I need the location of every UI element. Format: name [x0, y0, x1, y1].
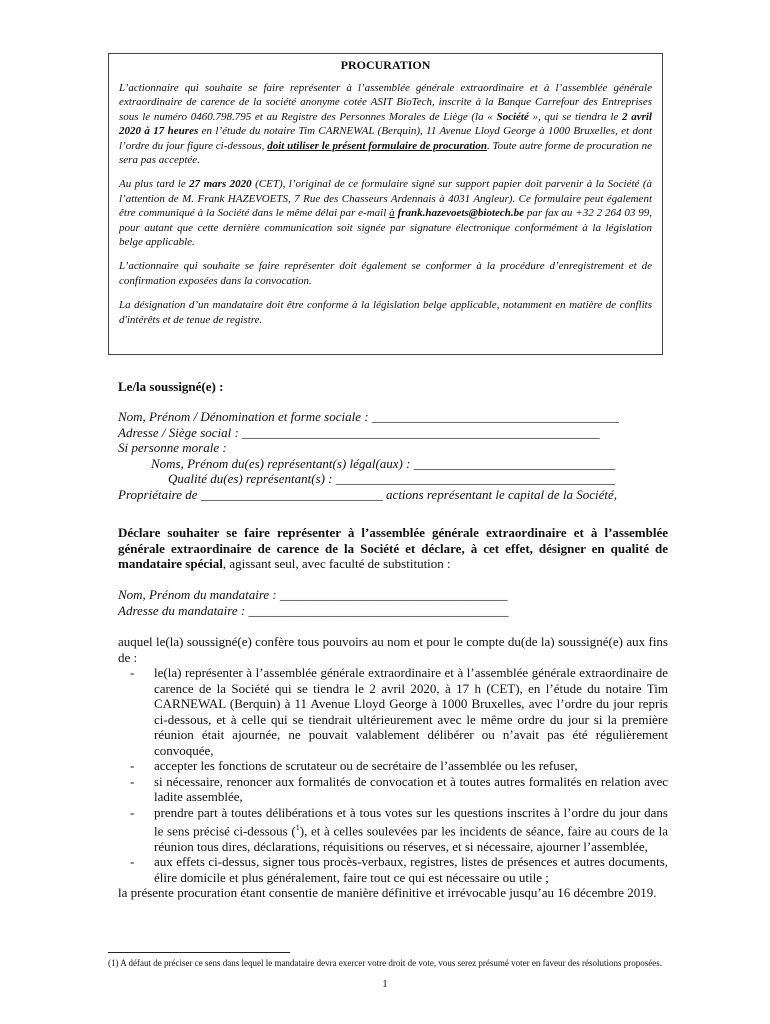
- dash: -: [130, 758, 135, 773]
- text: le(la) représenter à l’assemblée générale extraordinaire et à l’assemblée générale extraordinaire de carence de la Société qui se tiendra le 2 avril 2020, à 17 h (CET), en l’étude du notaire Tim CARNEWAL (Berquin) à 11 Avenue Lloyd George à 1000 Bruxelles, avec l’ordre du jour repris ci-dessous, et à celle qui se tiendrait ultérieurement avec le même ordre du jour si la première réunion était ajournée, ne pouvait valablement délibérer ou n’avait pas été régulièrement convoquée,: [154, 665, 668, 758]
- list-item: [118, 665, 668, 758]
- proxy-address-field[interactable]: Adresse du mandataire : ________________________________________: [118, 602, 509, 618]
- quality-field[interactable]: Qualité du(es) représentant(s) : ___________________________________________: [168, 471, 616, 486]
- text: . Toute autre forme de procuration ne sera pas acceptée.: [119, 139, 652, 167]
- text: prendre part à toutes délibérations et à tous votes sur les questions inscrites à l’ordre du jour dans le sens précisé ci-dessous (: [154, 804, 668, 839]
- procuration-notice-box: [108, 53, 663, 355]
- meeting-date: 2 avril 2020 à 17 heures: [119, 110, 652, 138]
- dash: -: [130, 804, 135, 820]
- text: , agissant seul, avec faculté de substitution :: [222, 556, 451, 571]
- notice-paragraph-3: L’actionnaire qui souhaite se faire représenter doit également se conformer à la procédure d’enregistrement et de confirmation exposées dans la convocation.: [119, 260, 652, 287]
- text: Société: [496, 110, 529, 123]
- text: », qui se tiendra le: [528, 110, 623, 123]
- text: ), et à celles soulevées par les incidents de séance, faire au cours de la réunion tous dires, déclarations, réquisitions ou réserves, et si nécessaire, ajourner l’assemblée,: [154, 823, 668, 854]
- undersigned-heading: Le/la soussigné(e) :: [118, 379, 224, 394]
- address-field[interactable]: Adresse / Siège social : _______________________________________________________: [118, 424, 600, 440]
- undersigned-section: [118, 379, 668, 395]
- proxy-name-field[interactable]: Nom, Prénom du mandataire : ___________________________________: [118, 587, 508, 602]
- undersigned-fields: [118, 409, 668, 502]
- text: Au plus tard le: [119, 178, 190, 191]
- legal-person-label: Si personne morale :: [118, 440, 227, 455]
- shares-owned-field[interactable]: Propriétaire de ____________________________ actions représentant le capital de la Société,: [118, 486, 617, 502]
- text: Déclare souhaiter se faire représenter à l’assemblée générale extraordinaire et à l’assemblée générale extraordinaire de carence de la Société et déclare, à cet effet, désigner en qualité de mandataire spécial: [118, 525, 668, 571]
- text: accepter les fonctions de scrutateur ou de secrétaire de l’assemblée ou les refuser,: [154, 758, 578, 773]
- deadline-date: 27 mars 2020: [189, 178, 252, 191]
- text: si nécessaire, renoncer aux formalités de convocation et à toutes autres formalités en relation avec ladite assemblée,: [154, 773, 668, 804]
- notice-paragraph-2: [119, 177, 652, 249]
- footnote-divider: [108, 952, 290, 953]
- footnote: [108, 958, 663, 969]
- powers-intro: auquel le(la) soussigné(e) confère tous pouvoirs au nom et pour le compte du(de la) soussigné(e) aux fins de :: [118, 634, 668, 665]
- notice-paragraph-4: La désignation d’un mandataire doit être conforme à la législation belge applicable, notamment en matière de conflits d'intérêts et de tenue de registre.: [119, 299, 652, 326]
- footnote-ref[interactable]: 1: [295, 823, 300, 832]
- proxy-fields: [118, 587, 668, 618]
- mandatory-form-note: doit utiliser le présent formulaire de procuration: [267, 139, 487, 152]
- list-item: [118, 854, 668, 885]
- dash: -: [130, 854, 135, 870]
- text: aux effets ci-dessus, signer tous procès-verbaux, registres, listes de présences et autres documents, élire domicile et plus généralement, faire tout ce qui est nécessaire ou utile ;: [154, 854, 668, 885]
- closing-statement: la présente procuration étant consentie de manière définitive et irrévocable jusqu’au 16 décembre 2019.: [118, 885, 657, 901]
- list-item: [118, 774, 668, 805]
- dash: -: [130, 773, 135, 789]
- notice-paragraph-1: [119, 81, 652, 167]
- text: L’actionnaire qui souhaite se faire représenter à l’assemblée générale extraordinaire et à l’assemblée générale extraordinaire de carence de la société anonyme cotée ASIT BioTech, inscrite à la Banque Carrefour des Entreprises sous le numéro 0460.798.795 et au Registre des Personnes Morales de Liège (la «: [119, 82, 652, 123]
- text: par fax au +32 2 264 03 99, pour autant que cette dernière communication soit signée par signature électronique conformément à la législation belge applicable.: [119, 207, 652, 249]
- powers-list: [118, 665, 668, 885]
- contact-email[interactable]: frank.hazevoets@biotech.be: [397, 207, 525, 220]
- powers-section: [118, 634, 668, 901]
- document-title: PROCURATION: [340, 58, 431, 72]
- text: en l’étude du notaire Tim CARNEWAL (Berquin), 11 Avenue Lloyd George à 1000 Bruxelles, et dont l’ordre du jour figure ci-dessous,: [119, 125, 653, 152]
- text: (CET), l’original de ce formulaire signé sur support papier doit parvenir à la Société (à l’attention de M. Frank HAZEVOETS, 7 Rue des Chasseurs Ardennais à 4031 Angleur). Ce formulaire peut également être communiqué à la Société dans le même délai par e-mail: [119, 178, 652, 220]
- list-item: [118, 805, 668, 855]
- text: à: [389, 207, 395, 220]
- footnote-mark: (1): [108, 958, 119, 968]
- name-field[interactable]: Nom, Prénom / Dénomination et forme sociale : ______________________________________: [118, 409, 619, 424]
- declaration-paragraph: [118, 525, 668, 572]
- list-item: [118, 758, 668, 774]
- page-number: 1: [382, 978, 388, 990]
- dash: -: [130, 665, 135, 680]
- text: A défaut de préciser ce sens dans lequel le mandataire devra exercer votre droit de vote, vous serez présumé voter en faveur des résolutions proposées.: [118, 958, 663, 968]
- representatives-field[interactable]: Noms, Prénom du(es) représentant(s) légal(aux) : _______________________________: [151, 455, 616, 471]
